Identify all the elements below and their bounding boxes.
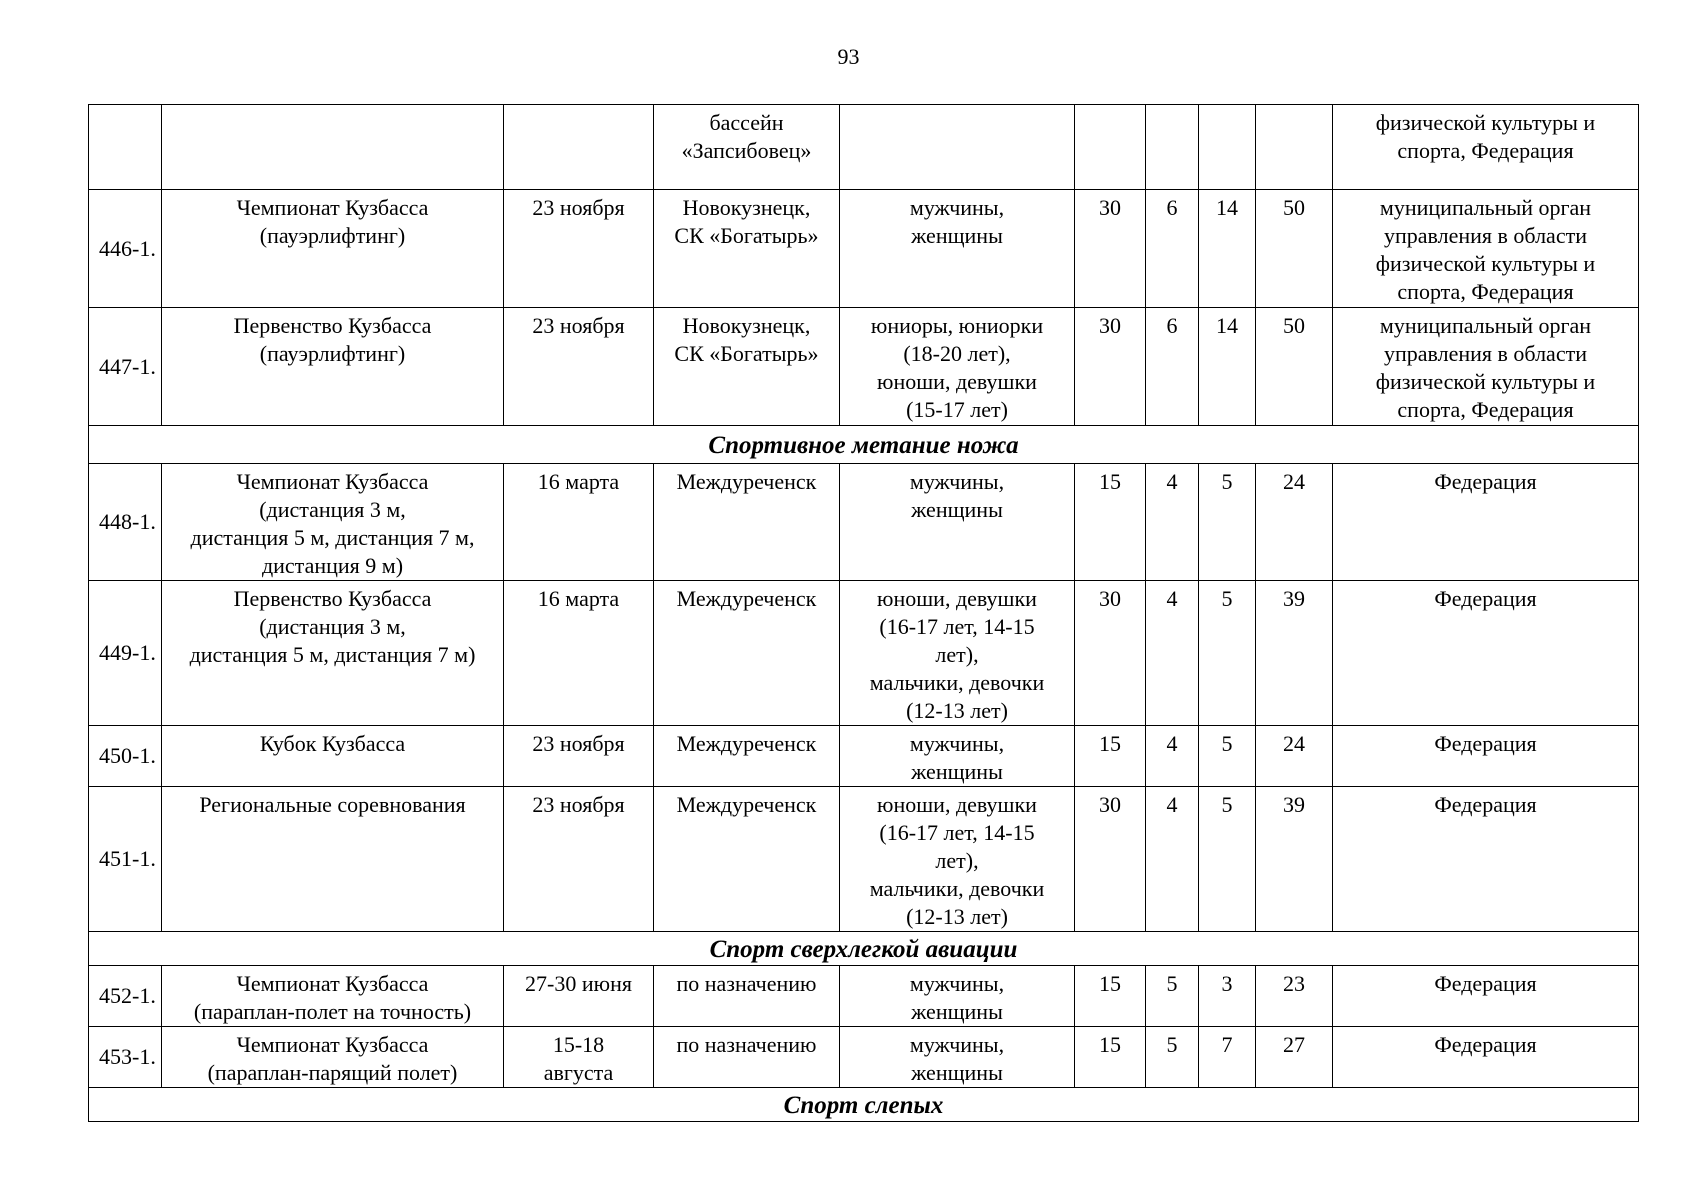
table-row — [89, 787, 1639, 932]
count-cell — [1075, 105, 1146, 190]
organizer-cell: муниципальный орган управления в области физической культуры и спорта, Федерация — [1333, 190, 1639, 308]
organizer-cell: Федерация — [1333, 464, 1639, 581]
table-row — [89, 581, 1639, 726]
venue-cell: Новокузнецк, СК «Богатырь» — [654, 190, 840, 308]
page-number: 93 — [837, 44, 860, 69]
num-cell — [89, 105, 162, 190]
count-cell: 39 — [1256, 581, 1333, 726]
participants-cell: мужчины, женщины — [840, 1027, 1075, 1088]
count-cell: 3 — [1199, 966, 1256, 1027]
date-cell: 16 марта — [504, 581, 654, 726]
table-row — [89, 464, 1639, 581]
name-cell: Чемпионат Кузбасса (пауэрлифтинг) — [162, 190, 504, 308]
table-row — [89, 308, 1639, 426]
num-cell: 447-1. — [89, 308, 162, 426]
count-cell: 30 — [1075, 308, 1146, 426]
count-cell: 24 — [1256, 464, 1333, 581]
section-row — [89, 1088, 1639, 1122]
num-cell: 452-1. — [89, 966, 162, 1027]
venue-cell: по назначению — [654, 966, 840, 1027]
count-cell — [1146, 105, 1199, 190]
participants-cell: юниоры, юниорки (18-20 лет), юноши, девушки (15-17 лет) — [840, 308, 1075, 426]
count-cell: 5 — [1199, 787, 1256, 932]
participants-cell: мужчины, женщины — [840, 966, 1075, 1027]
section-title: Спорт сверхлегкой авиации — [89, 932, 1639, 966]
venue-cell: Междуреченск — [654, 464, 840, 581]
organizer-cell: муниципальный орган управления в области физической культуры и спорта, Федерация — [1333, 308, 1639, 426]
organizer-cell: Федерация — [1333, 581, 1639, 726]
count-cell — [1199, 105, 1256, 190]
participants-cell: юноши, девушки (16-17 лет, 14-15 лет), мальчики, девочки (12-13 лет) — [840, 787, 1075, 932]
num-cell: 446-1. — [89, 190, 162, 308]
organizer-cell: Федерация — [1333, 1027, 1639, 1088]
name-cell: Чемпионат Кузбасса (параплан-парящий полет) — [162, 1027, 504, 1088]
count-cell: 4 — [1146, 726, 1199, 787]
count-cell: 15 — [1075, 1027, 1146, 1088]
count-cell: 6 — [1146, 308, 1199, 426]
table-row — [89, 726, 1639, 787]
venue-cell: Новокузнецк, СК «Богатырь» — [654, 308, 840, 426]
count-cell: 4 — [1146, 581, 1199, 726]
table-row — [89, 966, 1639, 1027]
num-cell: 449-1. — [89, 581, 162, 726]
num-cell: 450-1. — [89, 726, 162, 787]
section-row — [89, 932, 1639, 966]
name-cell: Первенство Кузбасса (дистанция 3 м, дистанция 5 м, дистанция 7 м) — [162, 581, 504, 726]
date-cell: 23 ноября — [504, 787, 654, 932]
date-cell: 27-30 июня — [504, 966, 654, 1027]
date-cell: 23 ноября — [504, 726, 654, 787]
count-cell: 5 — [1146, 1027, 1199, 1088]
count-cell: 14 — [1199, 308, 1256, 426]
name-cell: Первенство Кузбасса (пауэрлифтинг) — [162, 308, 504, 426]
venue-cell: бассейн «Запсибовец» — [654, 105, 840, 190]
organizer-cell: Федерация — [1333, 726, 1639, 787]
name-cell: Чемпионат Кузбасса (дистанция 3 м, дистанция 5 м, дистанция 7 м, дистанция 9 м) — [162, 464, 504, 581]
table-row — [89, 190, 1639, 308]
count-cell: 14 — [1199, 190, 1256, 308]
count-cell: 4 — [1146, 464, 1199, 581]
participants-cell: мужчины, женщины — [840, 726, 1075, 787]
table-row — [89, 1027, 1639, 1088]
venue-cell: Междуреченск — [654, 581, 840, 726]
num-cell: 453-1. — [89, 1027, 162, 1088]
date-cell — [504, 105, 654, 190]
date-cell: 23 ноября — [504, 308, 654, 426]
table-row — [89, 105, 1639, 190]
organizer-cell: Федерация — [1333, 787, 1639, 932]
count-cell: 50 — [1256, 308, 1333, 426]
count-cell: 39 — [1256, 787, 1333, 932]
participants-cell: мужчины, женщины — [840, 190, 1075, 308]
num-cell: 448-1. — [89, 464, 162, 581]
count-cell: 27 — [1256, 1027, 1333, 1088]
name-cell — [162, 105, 504, 190]
date-cell: 16 марта — [504, 464, 654, 581]
count-cell: 5 — [1146, 966, 1199, 1027]
organizer-cell: Федерация — [1333, 966, 1639, 1027]
count-cell: 30 — [1075, 787, 1146, 932]
date-cell: 23 ноября — [504, 190, 654, 308]
count-cell: 30 — [1075, 581, 1146, 726]
count-cell: 50 — [1256, 190, 1333, 308]
count-cell: 23 — [1256, 966, 1333, 1027]
events-table — [88, 104, 1639, 1122]
venue-cell: Междуреченск — [654, 726, 840, 787]
count-cell: 6 — [1146, 190, 1199, 308]
participants-cell — [840, 105, 1075, 190]
name-cell: Региональные соревнования — [162, 787, 504, 932]
section-row — [89, 426, 1639, 464]
participants-cell: мужчины, женщины — [840, 464, 1075, 581]
count-cell: 7 — [1199, 1027, 1256, 1088]
count-cell — [1256, 105, 1333, 190]
participants-cell: юноши, девушки (16-17 лет, 14-15 лет), мальчики, девочки (12-13 лет) — [840, 581, 1075, 726]
count-cell: 5 — [1199, 581, 1256, 726]
name-cell: Чемпионат Кузбасса (параплан-полет на точность) — [162, 966, 504, 1027]
organizer-cell: физической культуры и спорта, Федерация — [1333, 105, 1639, 190]
venue-cell: Междуреченск — [654, 787, 840, 932]
count-cell: 5 — [1199, 726, 1256, 787]
count-cell: 15 — [1075, 966, 1146, 1027]
section-title: Спортивное метание ножа — [89, 426, 1639, 464]
date-cell: 15-18 августа — [504, 1027, 654, 1088]
name-cell: Кубок Кузбасса — [162, 726, 504, 787]
count-cell: 15 — [1075, 464, 1146, 581]
venue-cell: по назначению — [654, 1027, 840, 1088]
count-cell: 5 — [1199, 464, 1256, 581]
count-cell: 24 — [1256, 726, 1333, 787]
count-cell: 30 — [1075, 190, 1146, 308]
count-cell: 15 — [1075, 726, 1146, 787]
count-cell: 4 — [1146, 787, 1199, 932]
num-cell: 451-1. — [89, 787, 162, 932]
section-title: Спорт слепых — [89, 1088, 1639, 1122]
